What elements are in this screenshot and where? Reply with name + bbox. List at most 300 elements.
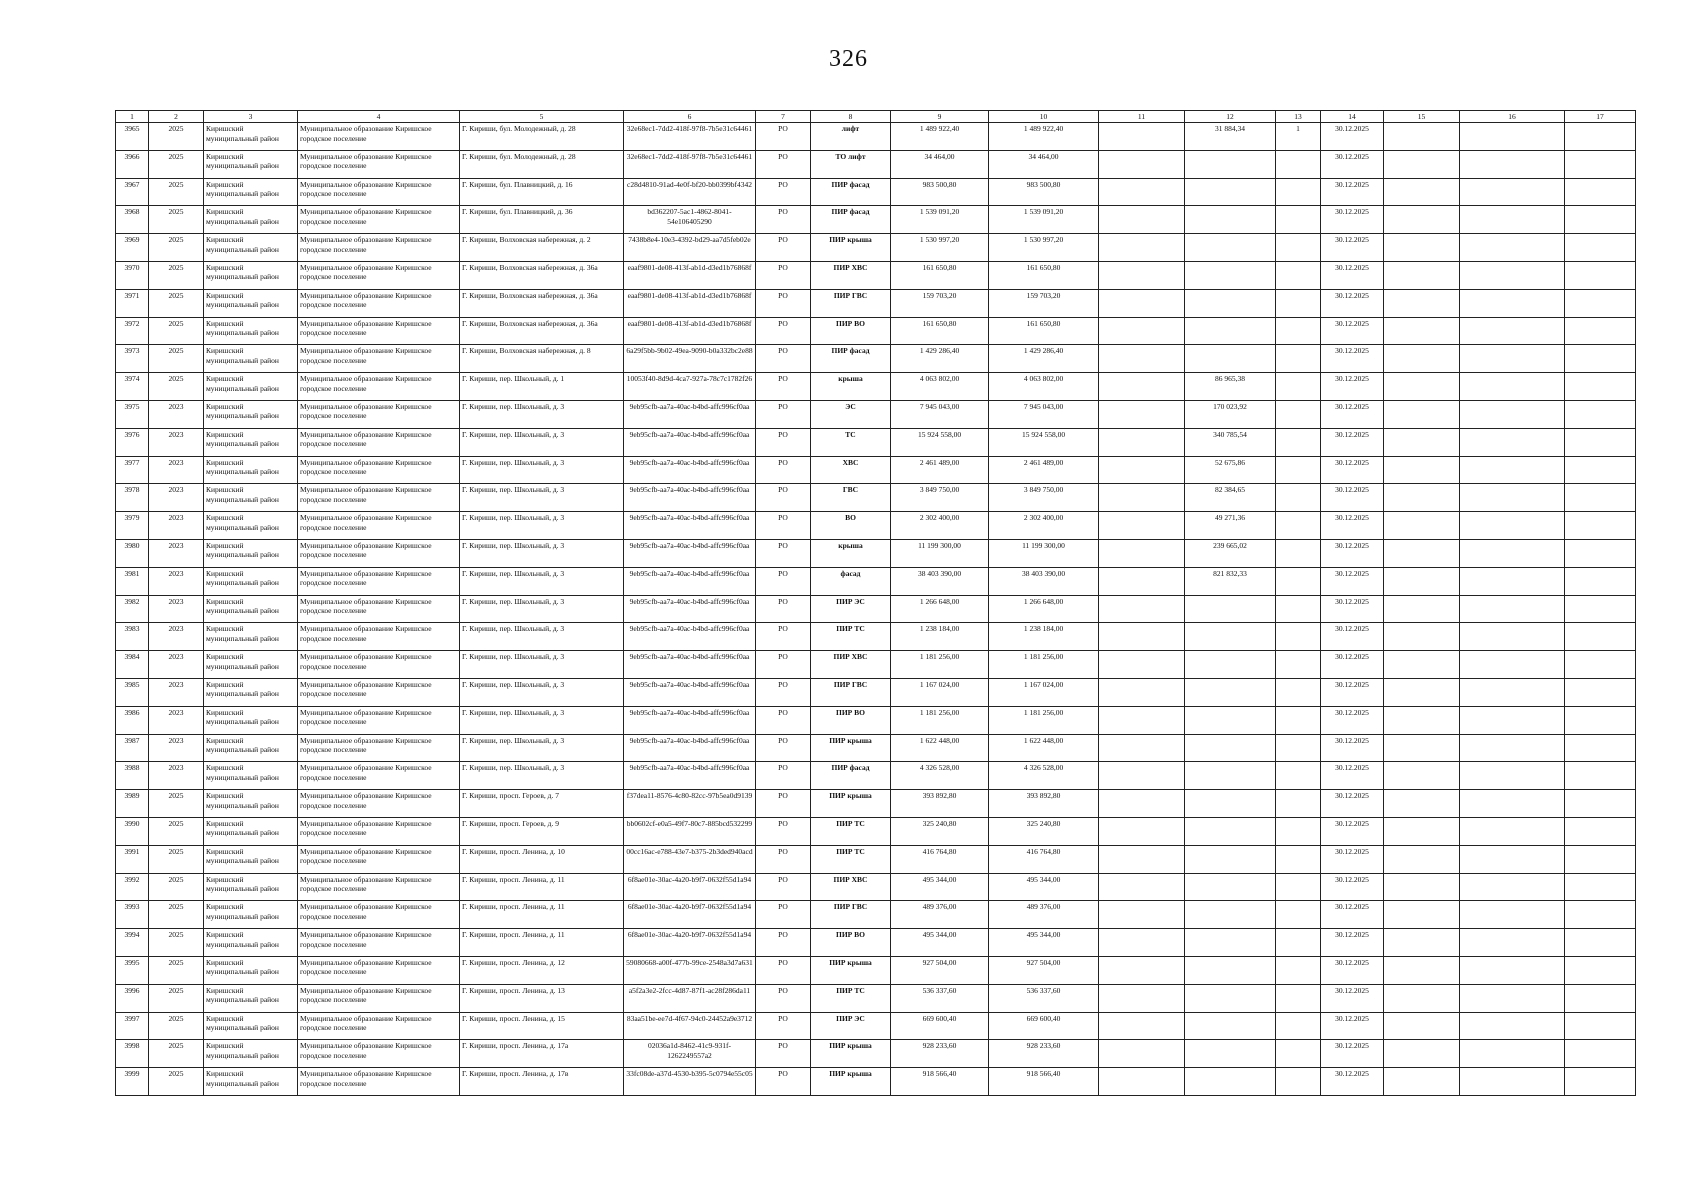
table-cell-col-6: eaaf9801-de08-413f-ab1d-d3ed1b76868f	[624, 289, 756, 317]
table-cell-col-8: ПИР ТС	[811, 845, 891, 873]
table-cell-col-16	[1460, 790, 1565, 818]
table-cell-col-2: 2025	[149, 1040, 204, 1068]
table-cell-col-15	[1384, 261, 1460, 289]
table-cell-col-12	[1185, 317, 1276, 345]
column-header: 17	[1565, 111, 1636, 123]
table-cell-col-11	[1099, 984, 1185, 1012]
column-header: 5	[460, 111, 624, 123]
table-row	[116, 123, 1636, 151]
table-cell-col-10: 669 600,40	[989, 1012, 1099, 1040]
table-cell-col-12: 52 675,86	[1185, 456, 1276, 484]
table-cell-col-14: 30.12.2025	[1321, 317, 1384, 345]
table-row	[116, 956, 1636, 984]
table-cell-col-12	[1185, 706, 1276, 734]
table-cell-col-6: 00cc16ac-e788-43e7-b375-2b3ded940acd	[624, 845, 756, 873]
table-cell-col-12	[1185, 150, 1276, 178]
table-cell-col-8: лифт	[811, 123, 891, 151]
table-cell-col-13	[1276, 539, 1321, 567]
table-cell-col-17	[1565, 234, 1636, 262]
table-cell-col-3: Киришский муниципальный район	[204, 400, 298, 428]
table-cell-col-17	[1565, 595, 1636, 623]
table-cell-col-1: 3987	[116, 734, 149, 762]
table-cell-col-8: ПИР ТС	[811, 623, 891, 651]
table-row	[116, 456, 1636, 484]
table-cell-col-4: Муниципальное образование Киришское городское поселение	[298, 178, 460, 206]
table-cell-col-16	[1460, 901, 1565, 929]
table-row	[116, 901, 1636, 929]
table-cell-col-7: РО	[756, 929, 811, 957]
table-cell-col-1: 3968	[116, 206, 149, 234]
table-cell-col-2: 2025	[149, 901, 204, 929]
table-cell-col-9: 4 063 802,00	[891, 373, 989, 401]
table-cell-col-8: ПИР ГВС	[811, 289, 891, 317]
table-cell-col-17	[1565, 123, 1636, 151]
table-cell-col-15	[1384, 1040, 1460, 1068]
table-cell-col-2: 2025	[149, 234, 204, 262]
table-cell-col-10: 1 238 184,00	[989, 623, 1099, 651]
table-cell-col-13	[1276, 734, 1321, 762]
table-cell-col-16	[1460, 1068, 1565, 1096]
table-cell-col-12	[1185, 261, 1276, 289]
table-cell-col-3: Киришский муниципальный район	[204, 261, 298, 289]
table-cell-col-1: 3999	[116, 1068, 149, 1096]
table-cell-col-7: РО	[756, 984, 811, 1012]
table-row	[116, 373, 1636, 401]
table-cell-col-5: Г. Кириши, бул. Плавницкий, д. 36	[460, 206, 624, 234]
table-cell-col-7: РО	[756, 178, 811, 206]
table-cell-col-1: 3966	[116, 150, 149, 178]
table-cell-col-6: 6f8ae01e-30ac-4a20-b9f7-0632f55d1a94	[624, 901, 756, 929]
table-cell-col-5: Г. Кириши, пер. Школьный, д. 3	[460, 512, 624, 540]
table-cell-col-7: РО	[756, 234, 811, 262]
table-cell-col-5: Г. Кириши, пер. Школьный, д. 3	[460, 456, 624, 484]
table-cell-col-9: 38 403 390,00	[891, 567, 989, 595]
table-cell-col-14: 30.12.2025	[1321, 845, 1384, 873]
table-cell-col-15	[1384, 762, 1460, 790]
table-row	[116, 512, 1636, 540]
table-cell-col-14: 30.12.2025	[1321, 956, 1384, 984]
table-cell-col-12	[1185, 762, 1276, 790]
table-cell-col-2: 2023	[149, 539, 204, 567]
table-cell-col-12: 170 023,92	[1185, 400, 1276, 428]
table-cell-col-11	[1099, 456, 1185, 484]
table-cell-col-7: РО	[756, 289, 811, 317]
table-cell-col-8: ЭС	[811, 400, 891, 428]
table-cell-col-13	[1276, 567, 1321, 595]
table-cell-col-7: РО	[756, 400, 811, 428]
table-cell-col-15	[1384, 651, 1460, 679]
table-cell-col-16	[1460, 178, 1565, 206]
table-cell-col-11	[1099, 734, 1185, 762]
table-cell-col-8: ПИР ХВС	[811, 873, 891, 901]
table-cell-col-5: Г. Кириши, просп. Ленина, д. 11	[460, 929, 624, 957]
table-cell-col-14: 30.12.2025	[1321, 428, 1384, 456]
table-cell-col-10: 159 703,20	[989, 289, 1099, 317]
table-cell-col-7: РО	[756, 595, 811, 623]
table-cell-col-9: 1 622 448,00	[891, 734, 989, 762]
table-cell-col-8: ПИР ХВС	[811, 261, 891, 289]
table-cell-col-11	[1099, 706, 1185, 734]
table-cell-col-11	[1099, 428, 1185, 456]
table-cell-col-6: bd362207-5ac1-4862-8041-54e106405290	[624, 206, 756, 234]
table-cell-col-13	[1276, 651, 1321, 679]
table-cell-col-4: Муниципальное образование Киришское городское поселение	[298, 373, 460, 401]
table-cell-col-5: Г. Кириши, просп. Героев, д. 7	[460, 790, 624, 818]
table-cell-col-16	[1460, 539, 1565, 567]
table-cell-col-16	[1460, 873, 1565, 901]
table-cell-col-8: ПИР крыша	[811, 1068, 891, 1096]
table-row	[116, 984, 1636, 1012]
table-cell-col-1: 3990	[116, 817, 149, 845]
table-cell-col-17	[1565, 373, 1636, 401]
table-cell-col-10: 393 892,80	[989, 790, 1099, 818]
table-cell-col-15	[1384, 345, 1460, 373]
table-cell-col-6: c28d4810-91ad-4e0f-bf20-bb0399bf4342	[624, 178, 756, 206]
table-cell-col-6: 9eb95cfb-aa7a-40ac-b4bd-affc996cf0aa	[624, 623, 756, 651]
table-cell-col-12	[1185, 956, 1276, 984]
table-cell-col-4: Муниципальное образование Киришское городское поселение	[298, 817, 460, 845]
table-cell-col-16	[1460, 706, 1565, 734]
table-cell-col-16	[1460, 484, 1565, 512]
table-cell-col-15	[1384, 150, 1460, 178]
table-cell-col-9: 2 302 400,00	[891, 512, 989, 540]
table-cell-col-9: 1 429 286,40	[891, 345, 989, 373]
table-cell-col-17	[1565, 678, 1636, 706]
table-cell-col-6: eaaf9801-de08-413f-ab1d-d3ed1b76868f	[624, 261, 756, 289]
table-cell-col-8: ПИР фасад	[811, 345, 891, 373]
table-cell-col-11	[1099, 1012, 1185, 1040]
table-cell-col-12	[1185, 206, 1276, 234]
table-cell-col-16	[1460, 956, 1565, 984]
table-cell-col-9: 1 539 091,20	[891, 206, 989, 234]
table-cell-col-2: 2023	[149, 678, 204, 706]
table-cell-col-8: ТС	[811, 428, 891, 456]
table-row	[116, 289, 1636, 317]
table-cell-col-14: 30.12.2025	[1321, 623, 1384, 651]
table-cell-col-16	[1460, 317, 1565, 345]
table-cell-col-13: 1	[1276, 123, 1321, 151]
table-cell-col-5: Г. Кириши, пер. Школьный, д. 3	[460, 400, 624, 428]
table-cell-col-1: 3986	[116, 706, 149, 734]
table-cell-col-17	[1565, 706, 1636, 734]
table-cell-col-4: Муниципальное образование Киришское городское поселение	[298, 261, 460, 289]
table-cell-col-8: ПИР ТС	[811, 984, 891, 1012]
table-cell-col-1: 3976	[116, 428, 149, 456]
table-cell-col-11	[1099, 206, 1185, 234]
table-cell-col-7: РО	[756, 901, 811, 929]
table-cell-col-4: Муниципальное образование Киришское городское поселение	[298, 539, 460, 567]
table-cell-col-12	[1185, 234, 1276, 262]
table-cell-col-14: 30.12.2025	[1321, 373, 1384, 401]
table-cell-col-11	[1099, 345, 1185, 373]
table-cell-col-16	[1460, 762, 1565, 790]
table-cell-col-7: РО	[756, 317, 811, 345]
table-cell-col-12	[1185, 651, 1276, 679]
table-cell-col-6: 9eb95cfb-aa7a-40ac-b4bd-affc996cf0aa	[624, 595, 756, 623]
table-cell-col-4: Муниципальное образование Киришское городское поселение	[298, 150, 460, 178]
table-cell-col-14: 30.12.2025	[1321, 984, 1384, 1012]
table-cell-col-1: 3978	[116, 484, 149, 512]
table-cell-col-17	[1565, 929, 1636, 957]
table-cell-col-1: 3972	[116, 317, 149, 345]
table-cell-col-13	[1276, 428, 1321, 456]
table-cell-col-8: ПИР крыша	[811, 790, 891, 818]
table-cell-col-9: 159 703,20	[891, 289, 989, 317]
table-cell-col-11	[1099, 651, 1185, 679]
table-cell-col-8: ГВС	[811, 484, 891, 512]
table-cell-col-14: 30.12.2025	[1321, 817, 1384, 845]
table-cell-col-2: 2025	[149, 817, 204, 845]
table-cell-col-8: ВО	[811, 512, 891, 540]
table-cell-col-6: 6a29f5bb-9b02-49ea-9090-b0a332bc2e88	[624, 345, 756, 373]
table-cell-col-13	[1276, 845, 1321, 873]
table-cell-col-5: Г. Кириши, бул. Молодежный, д. 28	[460, 123, 624, 151]
table-cell-col-9: 495 344,00	[891, 873, 989, 901]
table-cell-col-8: крыша	[811, 373, 891, 401]
table-cell-col-4: Муниципальное образование Киришское городское поселение	[298, 956, 460, 984]
table-cell-col-10: 918 566,40	[989, 1068, 1099, 1096]
table-cell-col-14: 30.12.2025	[1321, 678, 1384, 706]
table-cell-col-1: 3991	[116, 845, 149, 873]
table-cell-col-5: Г. Кириши, бул. Плавницкий, д. 16	[460, 178, 624, 206]
table-cell-col-14: 30.12.2025	[1321, 206, 1384, 234]
table-cell-col-11	[1099, 289, 1185, 317]
table-cell-col-10: 495 344,00	[989, 929, 1099, 957]
table-cell-col-3: Киришский муниципальный район	[204, 845, 298, 873]
table-cell-col-3: Киришский муниципальный район	[204, 817, 298, 845]
column-header: 6	[624, 111, 756, 123]
table-cell-col-5: Г. Кириши, просп. Ленина, д. 17в	[460, 1068, 624, 1096]
table-cell-col-12	[1185, 1040, 1276, 1068]
table-cell-col-10: 1 181 256,00	[989, 651, 1099, 679]
table-cell-col-3: Киришский муниципальный район	[204, 178, 298, 206]
table-cell-col-11	[1099, 623, 1185, 651]
table-cell-col-14: 30.12.2025	[1321, 873, 1384, 901]
table-cell-col-8: ПИР ТС	[811, 817, 891, 845]
table-cell-col-12	[1185, 873, 1276, 901]
table-cell-col-3: Киришский муниципальный район	[204, 234, 298, 262]
table-cell-col-1: 3998	[116, 1040, 149, 1068]
table-cell-col-15	[1384, 539, 1460, 567]
table-cell-col-6: 9eb95cfb-aa7a-40ac-b4bd-affc996cf0aa	[624, 734, 756, 762]
table-cell-col-4: Муниципальное образование Киришское городское поселение	[298, 678, 460, 706]
table-cell-col-16	[1460, 1012, 1565, 1040]
table-cell-col-17	[1565, 790, 1636, 818]
table-cell-col-9: 927 504,00	[891, 956, 989, 984]
table-cell-col-2: 2023	[149, 595, 204, 623]
table-cell-col-15	[1384, 428, 1460, 456]
table-cell-col-16	[1460, 123, 1565, 151]
table-cell-col-3: Киришский муниципальный район	[204, 790, 298, 818]
table-cell-col-5: Г. Кириши, пер. Школьный, д. 3	[460, 484, 624, 512]
table-cell-col-2: 2025	[149, 150, 204, 178]
table-cell-col-4: Муниципальное образование Киришское городское поселение	[298, 873, 460, 901]
table-cell-col-17	[1565, 150, 1636, 178]
table-cell-col-4: Муниципальное образование Киришское городское поселение	[298, 651, 460, 679]
table-cell-col-5: Г. Кириши, пер. Школьный, д. 3	[460, 428, 624, 456]
table-cell-col-13	[1276, 817, 1321, 845]
table-cell-col-13	[1276, 929, 1321, 957]
table-cell-col-13	[1276, 1040, 1321, 1068]
table-cell-col-8: фасад	[811, 567, 891, 595]
table-cell-col-3: Киришский муниципальный район	[204, 1012, 298, 1040]
table-cell-col-15	[1384, 956, 1460, 984]
table-cell-col-17	[1565, 428, 1636, 456]
table-cell-col-8: ПИР ВО	[811, 706, 891, 734]
table-row	[116, 484, 1636, 512]
table-cell-col-13	[1276, 484, 1321, 512]
table-cell-col-17	[1565, 762, 1636, 790]
table-cell-col-13	[1276, 762, 1321, 790]
table-cell-col-13	[1276, 512, 1321, 540]
table-cell-col-11	[1099, 261, 1185, 289]
table-row	[116, 845, 1636, 873]
table-cell-col-16	[1460, 234, 1565, 262]
table-cell-col-9: 1 489 922,40	[891, 123, 989, 151]
table-cell-col-3: Киришский муниципальный район	[204, 484, 298, 512]
table-cell-col-9: 15 924 558,00	[891, 428, 989, 456]
table-cell-col-9: 669 600,40	[891, 1012, 989, 1040]
table-cell-col-14: 30.12.2025	[1321, 178, 1384, 206]
table-cell-col-15	[1384, 373, 1460, 401]
table-cell-col-7: РО	[756, 150, 811, 178]
table-cell-col-2: 2025	[149, 373, 204, 401]
table-cell-col-17	[1565, 873, 1636, 901]
table-cell-col-1: 3974	[116, 373, 149, 401]
table-cell-col-12	[1185, 1012, 1276, 1040]
table-cell-col-9: 1 266 648,00	[891, 595, 989, 623]
table-cell-col-17	[1565, 956, 1636, 984]
column-header: 1	[116, 111, 149, 123]
table-cell-col-14: 30.12.2025	[1321, 595, 1384, 623]
table-cell-col-4: Муниципальное образование Киришское городское поселение	[298, 623, 460, 651]
table-cell-col-5: Г. Кириши, пер. Школьный, д. 3	[460, 678, 624, 706]
table-cell-col-15	[1384, 206, 1460, 234]
table-cell-col-16	[1460, 456, 1565, 484]
table-cell-col-8: ПИР крыша	[811, 1040, 891, 1068]
table-row	[116, 734, 1636, 762]
table-cell-col-15	[1384, 595, 1460, 623]
table-cell-col-12	[1185, 595, 1276, 623]
table-cell-col-12	[1185, 178, 1276, 206]
column-header: 16	[1460, 111, 1565, 123]
table-cell-col-13	[1276, 150, 1321, 178]
table-cell-col-3: Киришский муниципальный район	[204, 373, 298, 401]
table-cell-col-5: Г. Кириши, пер. Школьный, д. 3	[460, 706, 624, 734]
table-cell-col-1: 3983	[116, 623, 149, 651]
table-cell-col-11	[1099, 1040, 1185, 1068]
table-cell-col-7: РО	[756, 484, 811, 512]
table-cell-col-10: 928 233,60	[989, 1040, 1099, 1068]
table-cell-col-2: 2023	[149, 734, 204, 762]
table-cell-col-14: 30.12.2025	[1321, 512, 1384, 540]
table-cell-col-8: ПИР ЭС	[811, 595, 891, 623]
table-cell-col-4: Муниципальное образование Киришское городское поселение	[298, 512, 460, 540]
table-cell-col-7: РО	[756, 206, 811, 234]
table-cell-col-11	[1099, 678, 1185, 706]
table-cell-col-14: 30.12.2025	[1321, 1040, 1384, 1068]
table-cell-col-6: 6f8ae01e-30ac-4a20-b9f7-0632f55d1a94	[624, 873, 756, 901]
table-cell-col-7: РО	[756, 623, 811, 651]
table-cell-col-15	[1384, 929, 1460, 957]
table-cell-col-11	[1099, 373, 1185, 401]
table-cell-col-17	[1565, 1012, 1636, 1040]
column-header: 4	[298, 111, 460, 123]
table-cell-col-14: 30.12.2025	[1321, 651, 1384, 679]
table-cell-col-12	[1185, 817, 1276, 845]
table-cell-col-1: 3997	[116, 1012, 149, 1040]
table-cell-col-3: Киришский муниципальный район	[204, 150, 298, 178]
table-cell-col-13	[1276, 317, 1321, 345]
table-cell-col-3: Киришский муниципальный район	[204, 345, 298, 373]
table-cell-col-2: 2025	[149, 929, 204, 957]
table-cell-col-2: 2025	[149, 178, 204, 206]
table-cell-col-7: РО	[756, 456, 811, 484]
table-cell-col-14: 30.12.2025	[1321, 234, 1384, 262]
table-cell-col-4: Муниципальное образование Киришское городское поселение	[298, 428, 460, 456]
table-cell-col-15	[1384, 1012, 1460, 1040]
table-cell-col-10: 11 199 300,00	[989, 539, 1099, 567]
table-cell-col-5: Г. Кириши, просп. Ленина, д. 17а	[460, 1040, 624, 1068]
table-cell-col-17	[1565, 456, 1636, 484]
column-header: 11	[1099, 111, 1185, 123]
table-cell-col-2: 2025	[149, 261, 204, 289]
table-cell-col-15	[1384, 400, 1460, 428]
table-cell-col-17	[1565, 984, 1636, 1012]
table-cell-col-4: Муниципальное образование Киришское городское поселение	[298, 595, 460, 623]
table-cell-col-9: 495 344,00	[891, 929, 989, 957]
table-cell-col-6: 9eb95cfb-aa7a-40ac-b4bd-affc996cf0aa	[624, 651, 756, 679]
table-cell-col-6: bb0602cf-e0a5-49f7-80c7-885bcd532299	[624, 817, 756, 845]
table-cell-col-16	[1460, 512, 1565, 540]
table-cell-col-7: РО	[756, 762, 811, 790]
table-cell-col-13	[1276, 456, 1321, 484]
table-cell-col-6: 02036a1d-8462-41c9-931f-1262249557a2	[624, 1040, 756, 1068]
table-cell-col-1: 3982	[116, 595, 149, 623]
table-cell-col-16	[1460, 595, 1565, 623]
table-cell-col-16	[1460, 289, 1565, 317]
column-header: 9	[891, 111, 989, 123]
table-cell-col-3: Киришский муниципальный район	[204, 512, 298, 540]
table-cell-col-3: Киришский муниципальный район	[204, 567, 298, 595]
table-row	[116, 539, 1636, 567]
table-cell-col-13	[1276, 623, 1321, 651]
column-header: 13	[1276, 111, 1321, 123]
table-cell-col-10: 161 650,80	[989, 317, 1099, 345]
table-cell-col-1: 3980	[116, 539, 149, 567]
table-cell-col-10: 1 266 648,00	[989, 595, 1099, 623]
table-cell-col-2: 2025	[149, 956, 204, 984]
table-cell-col-9: 4 326 528,00	[891, 762, 989, 790]
table-cell-col-7: РО	[756, 123, 811, 151]
table-cell-col-3: Киришский муниципальный район	[204, 595, 298, 623]
table-cell-col-4: Муниципальное образование Киришское городское поселение	[298, 901, 460, 929]
table-cell-col-15	[1384, 734, 1460, 762]
table-cell-col-12: 821 832,33	[1185, 567, 1276, 595]
table-cell-col-2: 2023	[149, 456, 204, 484]
table-cell-col-11	[1099, 762, 1185, 790]
table-cell-col-13	[1276, 289, 1321, 317]
table-cell-col-6: 10053f40-8d9d-4ca7-927a-78c7c1782f26	[624, 373, 756, 401]
table-cell-col-12	[1185, 345, 1276, 373]
table-cell-col-4: Муниципальное образование Киришское городское поселение	[298, 317, 460, 345]
table-row	[116, 206, 1636, 234]
table-cell-col-13	[1276, 261, 1321, 289]
table-cell-col-6: 9eb95cfb-aa7a-40ac-b4bd-affc996cf0aa	[624, 678, 756, 706]
table-cell-col-3: Киришский муниципальный район	[204, 734, 298, 762]
table-cell-col-12: 82 384,65	[1185, 484, 1276, 512]
table-cell-col-3: Киришский муниципальный район	[204, 456, 298, 484]
